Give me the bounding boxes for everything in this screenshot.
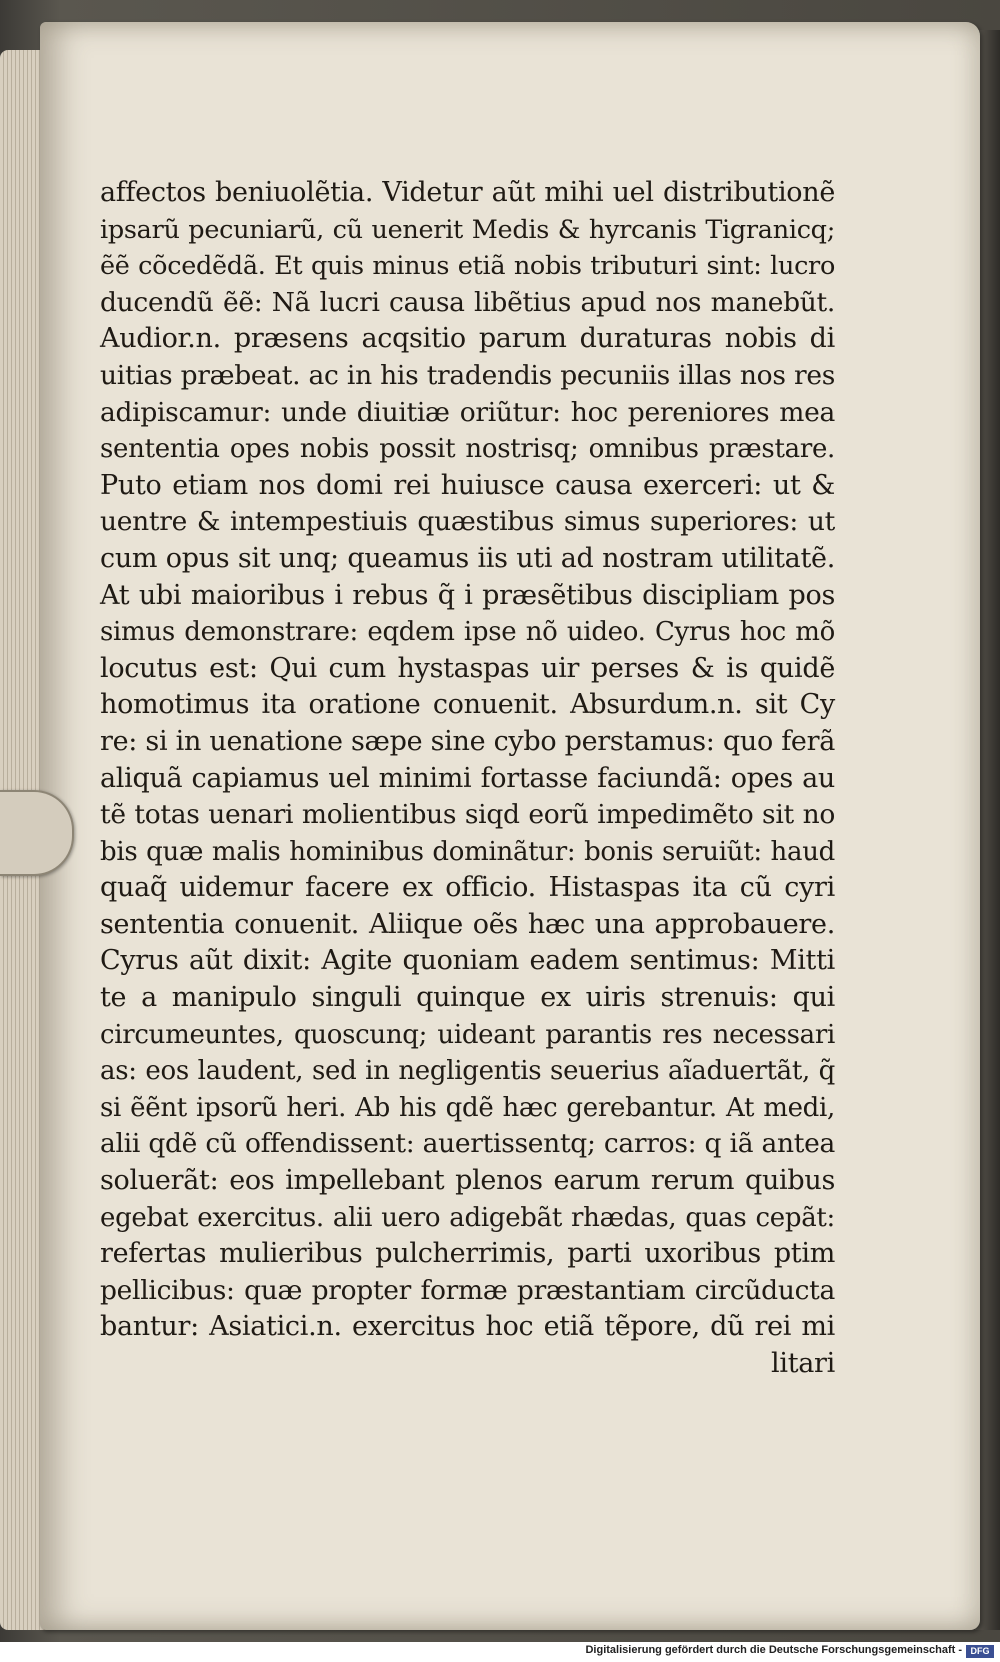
text-line: sententia conuenit. Aliique oẽs hæc una approbauere. bbox=[100, 908, 835, 940]
text-line: egebat exercitus. alii uero adigebãt rhædas, quas cepãt: bbox=[100, 1202, 835, 1233]
text-line: ẽẽ cõcedẽdã. Et quis minus etiã nobis tributuri sint: lucro bbox=[100, 251, 835, 282]
text-line: uitias præbeat. ac in his tradendis pecuniis illas nos res bbox=[100, 359, 835, 391]
text-line: circumeuntes, quoscunq; uideant parantis res necessari bbox=[100, 1019, 835, 1050]
text-line: homotimus ita oratione conuenit. Absurdum.n. sit Cy bbox=[100, 689, 835, 721]
text-line: sententia opes nobis possit nostrisq; omnibus præstare. bbox=[100, 434, 835, 465]
text-line: ipsarũ pecuniarũ, cũ uenerit Medis & hyrcanis Tigranicq; bbox=[100, 214, 835, 245]
text-line: refertas mulieribus pulcherrimis, parti uxoribus ptim bbox=[100, 1238, 835, 1270]
text-line: simus demonstrare: eqdem ipse nõ uideo. Cyrus hoc mõ bbox=[100, 617, 835, 648]
text-line: te a manipulo singuli quinque ex uiris strenuis: qui bbox=[100, 982, 835, 1014]
text-line: affectos beniuolẽtia. Videtur aũt mihi uel distributionẽ bbox=[100, 177, 835, 208]
text-line: aliquã capiamus uel minimi fortasse faciundã: opes au bbox=[100, 762, 835, 794]
text-line: Puto etiam nos domi rei huiusce causa exerceri: ut & bbox=[100, 469, 835, 501]
text-line: pellicibus: quæ propter formæ præstantiam circũducta bbox=[100, 1274, 835, 1306]
text-line: bis quæ malis hominibus dominãtur: bonis seruiũt: haud bbox=[100, 836, 835, 867]
text-line: Audior.n. præsens acqsitio parum duraturas nobis di bbox=[100, 323, 835, 355]
text-line: uentre & intempestiuis quæstibus simus superiores: ut bbox=[100, 506, 835, 538]
text-line: bantur: Asiatici.n. exercitus hoc etiã tẽpore, dũ rei mi bbox=[100, 1311, 835, 1343]
catchword: litari bbox=[771, 1348, 835, 1379]
text-line: cum opus sit unq; queamus iis uti ad nostram utilitatẽ. bbox=[100, 542, 835, 574]
text-line: soluerãt: eos impellebant plenos earum rerum quibus bbox=[100, 1165, 835, 1197]
page-clip bbox=[0, 790, 74, 876]
footer-bar bbox=[0, 1642, 1000, 1662]
text-line: quaq̃ uidemur facere ex officio. Histaspas ita cũ cyri bbox=[100, 872, 835, 904]
digitization-credit: Digitalisierung gefördert durch die Deutsche Forschungsgemeinschaft - bbox=[585, 1644, 962, 1656]
text-line: ducendũ ẽẽ: Nã lucri causa libẽtius apud nos manebũt. bbox=[100, 286, 835, 318]
text-line: re: si in uenatione sæpe sine cybo perstamus: quo ferã bbox=[100, 725, 835, 757]
text-line: adipiscamur: unde diuitiæ oriũtur: hoc pereniores mea bbox=[100, 396, 835, 428]
text-line: alii qdẽ cũ offendissent: auertissentq; carros: q iã antea bbox=[100, 1128, 835, 1160]
text-line: At ubi maioribus i rebus q̃ i præsẽtibus discipliam pos bbox=[100, 579, 835, 611]
dfg-logo: DFG bbox=[966, 1645, 994, 1658]
text-line: si ẽẽnt ipsorũ heri. Ab his qdẽ hæc gerebantur. At medi, bbox=[100, 1092, 835, 1123]
text-block bbox=[100, 175, 835, 1383]
text-line: locutus est: Qui cum hystaspas uir perses & is quidẽ bbox=[100, 652, 835, 684]
text-line: as: eos laudent, sed in negligentis seuerius aĩaduertãt, q̃ bbox=[100, 1056, 835, 1087]
text-line: Cyrus aũt dixit: Agite quoniam eadem sentimus: Mitti bbox=[100, 945, 835, 977]
text-line: tẽ totas uenari molientibus siqd eorũ impedimẽto sit no bbox=[100, 799, 835, 831]
